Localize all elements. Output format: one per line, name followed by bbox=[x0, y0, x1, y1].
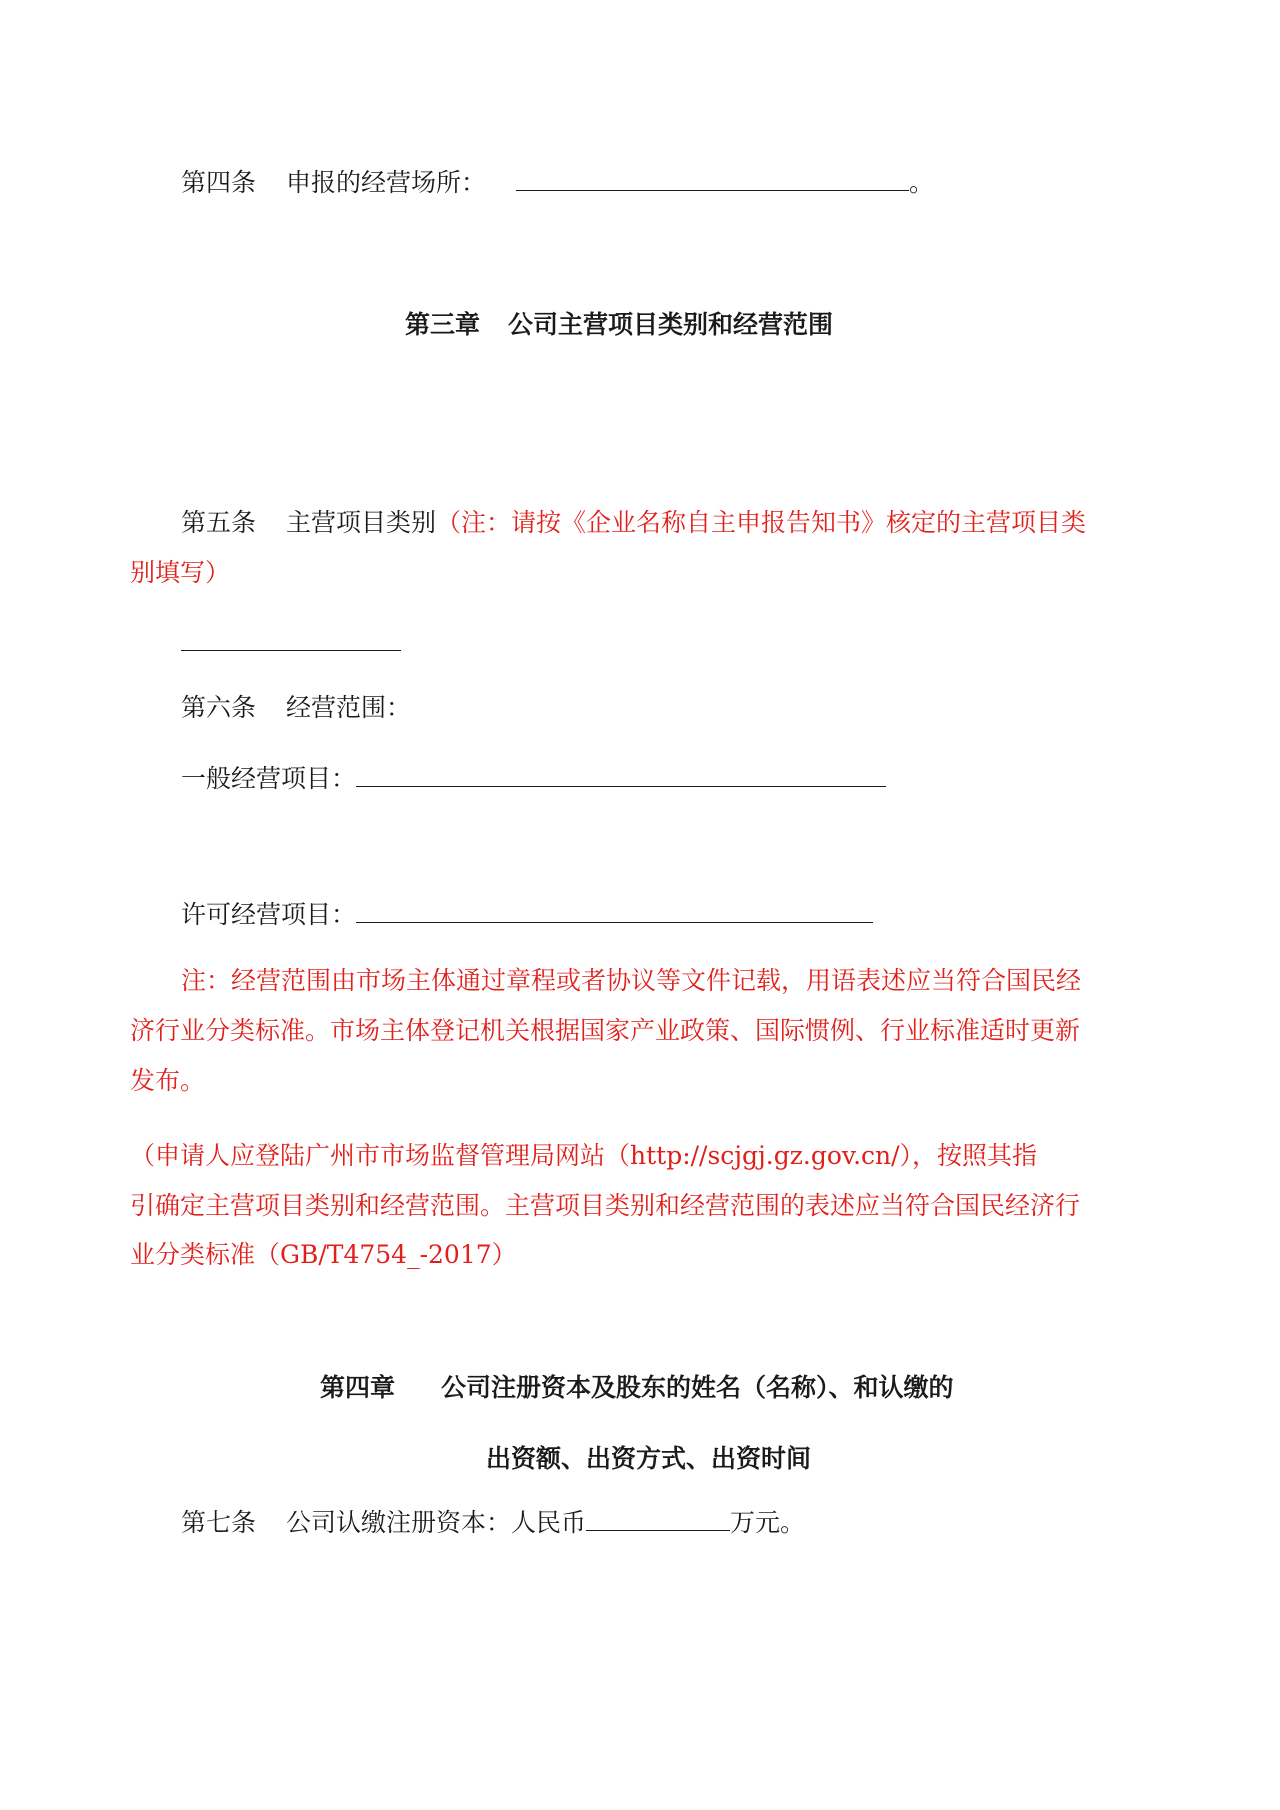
article-5-note: （注：请按《企业名称自主申报告知书》核定的主营项目类 bbox=[436, 508, 1087, 537]
chapter-3-label: 第三章 bbox=[405, 310, 481, 339]
licensed-items-label: 许可经营项目： bbox=[181, 900, 357, 929]
licensed-items-line bbox=[181, 898, 873, 930]
chapter-3-heading bbox=[405, 310, 833, 340]
article-4-text: 申报的经营场所： bbox=[286, 168, 487, 197]
article-4-label: 第四条 bbox=[181, 168, 257, 197]
article-7-label: 第七条 bbox=[181, 1508, 257, 1537]
article-7-line bbox=[181, 1506, 805, 1538]
article-6-line bbox=[181, 693, 411, 723]
article-7-unit: 万元。 bbox=[730, 1508, 806, 1537]
article-7-text: 公司认缴注册资本：人民币 bbox=[286, 1508, 587, 1537]
note-2-line-2: 引确定主营项目类别和经营范围。主营项目类别和经营范围的表述应当符合国民经济行 bbox=[130, 1191, 1081, 1220]
chapter-4-title-line-2: 出资额、出资方式、出资时间 bbox=[486, 1444, 812, 1473]
article-6-text: 经营范围： bbox=[286, 693, 412, 722]
general-items-line bbox=[181, 762, 886, 794]
article-5-text: 主营项目类别 bbox=[286, 508, 437, 537]
general-items-blank[interactable] bbox=[356, 762, 886, 787]
article-4-end: 。 bbox=[909, 168, 935, 197]
note-2-line-3: 业分类标准（GB/T4754_-2017） bbox=[130, 1240, 517, 1269]
general-items-label: 一般经营项目： bbox=[181, 764, 357, 793]
note-2-line-1: （申请人应登陆广州市市场监督管理局网站（http://scjgj.gz.gov.cn/），按照其指 bbox=[130, 1141, 1038, 1170]
registered-capital-blank[interactable] bbox=[586, 1506, 730, 1531]
note-1-line-2: 济行业分类标准。市场主体登记机关根据国家产业政策、国际惯例、行业标准适时更新 bbox=[130, 1016, 1081, 1045]
article-5-line bbox=[181, 508, 1086, 538]
chapter-4-title-line-1: 公司注册资本及股东的姓名（名称）、和认缴的 bbox=[441, 1373, 954, 1402]
licensed-items-blank[interactable] bbox=[356, 898, 873, 923]
note-1-line-1: 注：经营范围由市场主体通过章程或者协议等文件记载，用语表述应当符合国民经 bbox=[181, 966, 1082, 995]
chapter-3-title: 公司主营项目类别和经营范围 bbox=[508, 310, 834, 339]
article-5-label: 第五条 bbox=[181, 508, 257, 537]
note-1-line-3: 发布。 bbox=[130, 1066, 206, 1095]
business-address-blank[interactable] bbox=[516, 166, 909, 191]
article-6-label: 第六条 bbox=[181, 693, 257, 722]
chapter-4-heading bbox=[320, 1373, 954, 1403]
main-category-blank[interactable] bbox=[181, 650, 401, 651]
chapter-4-label: 第四章 bbox=[320, 1373, 396, 1402]
article-4-line bbox=[181, 166, 934, 198]
article-5-note-cont: 别填写） bbox=[130, 558, 231, 587]
